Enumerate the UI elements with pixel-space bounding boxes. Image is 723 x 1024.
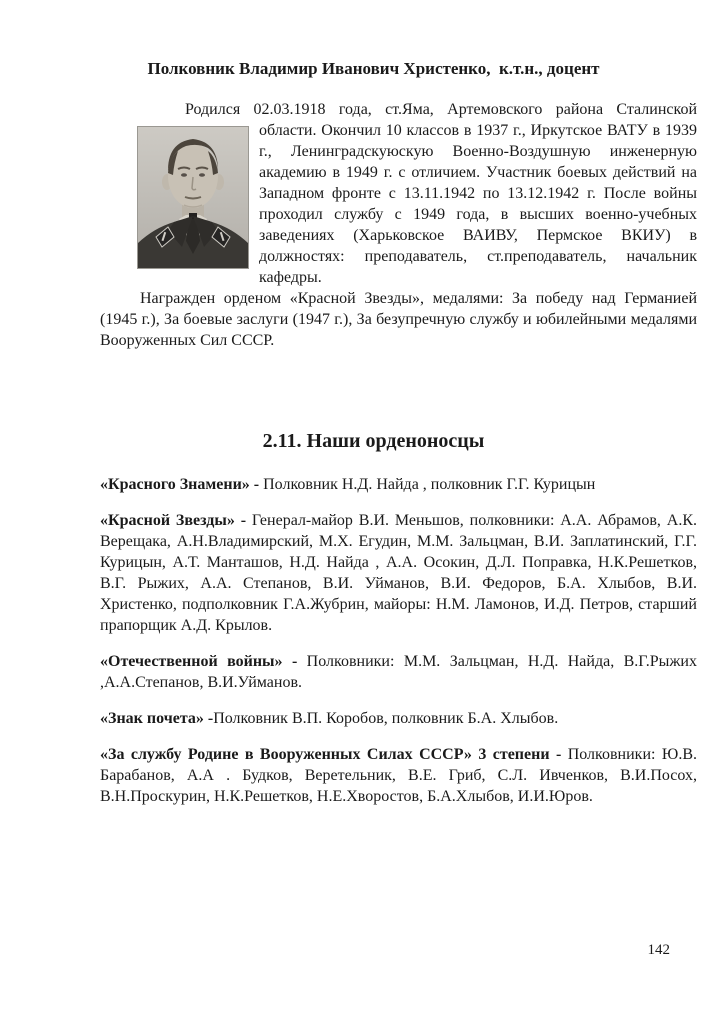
bio-paragraph-rest: области. Окончил 10 классов в 1937 г., Иркутское ВАТУ в 1939 г., Ленинградскуюскую Военно-Воздушную инженерную академию в 1949 г. с отличием. Участник боевых действий на Западном фронте с 13.11.1942 по 13.12.1942 г. После войны проходил службу с 1949 года, в высших военно-учебных заведениях (Харьковское ВАИВУ, Пермское ВКИУ) в должностях: преподаватель, ст.преподаватель, начальник кафедры. (259, 122, 697, 286)
page-number: 142 (647, 942, 670, 958)
biography-section (100, 99, 697, 351)
page-title: Полковник Владимир Иванович Христенко, к.т.н., доцент (147, 59, 600, 78)
award-names: Полковники: М.М. Зальцман, Н.Д. Найда, В.Г.Рыжих ,А.А.Степанов, В.И.Уйманов. (100, 653, 697, 691)
award-label: «Красного Знамени» - (100, 476, 260, 493)
award-label: «За службу Родине в Вооруженных Силах СССР» 3 степени - (100, 746, 562, 763)
award-paragraph-service-to-motherland (100, 744, 697, 807)
award-names: Полковник Н.Д. Найда , полковник Г.Г. Курицын (259, 476, 596, 493)
award-label: «Красной Звезды» - (100, 512, 247, 529)
award-label: «Отечественной войны» - (100, 653, 298, 670)
award-names: Генерал-майор В.И. Меньшов, полковники: А.А. Абрамов, А.К. Верещака, А.Н.Владимирский, М.Х. Егудин, М.М. Зальцман, В.И. Заплатинский, Г.Г. Курицын, А.Т. Манташов, Н.Д. Найда , А.А. Осокин, Д.Л. Поправка, Н.К.Решетков, В.Г. Рыжих, А.А. Степанов, В.И. Уйманов, В.И. Федоров, Б.А. Хлыбов, В.И. Христенко, подполковник Г.А.Жубрин, майоры: Н.М. Ламонов, И.Д. Петров, старший прапорщик А.Д. Крылов. (100, 512, 697, 634)
section-heading: 2.11. Наши орденоносцы (262, 430, 485, 452)
award-names: Полковники: Ю.В. Барабанов, А.А . Будков, Веретельник, В.Е. Гриб, С.Л. Ивченков, В.И.Посох, В.Н.Проскурин, Н.К.Решетков, Н.Е.Хворостов, Б.А.Хлыбов, И.И.Юров. (100, 746, 697, 805)
bio-body (100, 120, 697, 351)
award-paragraph-badge-of-honor (100, 708, 697, 729)
portrait-photo-image (138, 127, 248, 268)
award-label: «Знак почета» - (100, 710, 214, 727)
award-paragraph-red-star (100, 510, 697, 636)
awards-list (100, 474, 697, 807)
award-paragraph-red-banner (100, 474, 697, 495)
award-names: Полковник В.П. Коробов, полковник Б.А. Хлыбов. (213, 710, 559, 727)
portrait-photo (137, 126, 249, 269)
bio-paragraph-first-line: Родился 02.03.1918 года, ст.Яма, Артемовского района Сталинской (185, 101, 697, 118)
bio-awards-paragraph: Награжден орденом «Красной Звезды», медалями: За победу над Германией (1945 г.), За боевые заслуги (1947 г.), За безупречную службу и юбилейными медалями Вооруженных Сил СССР. (100, 290, 697, 349)
award-paragraph-patriotic-war (100, 651, 697, 693)
